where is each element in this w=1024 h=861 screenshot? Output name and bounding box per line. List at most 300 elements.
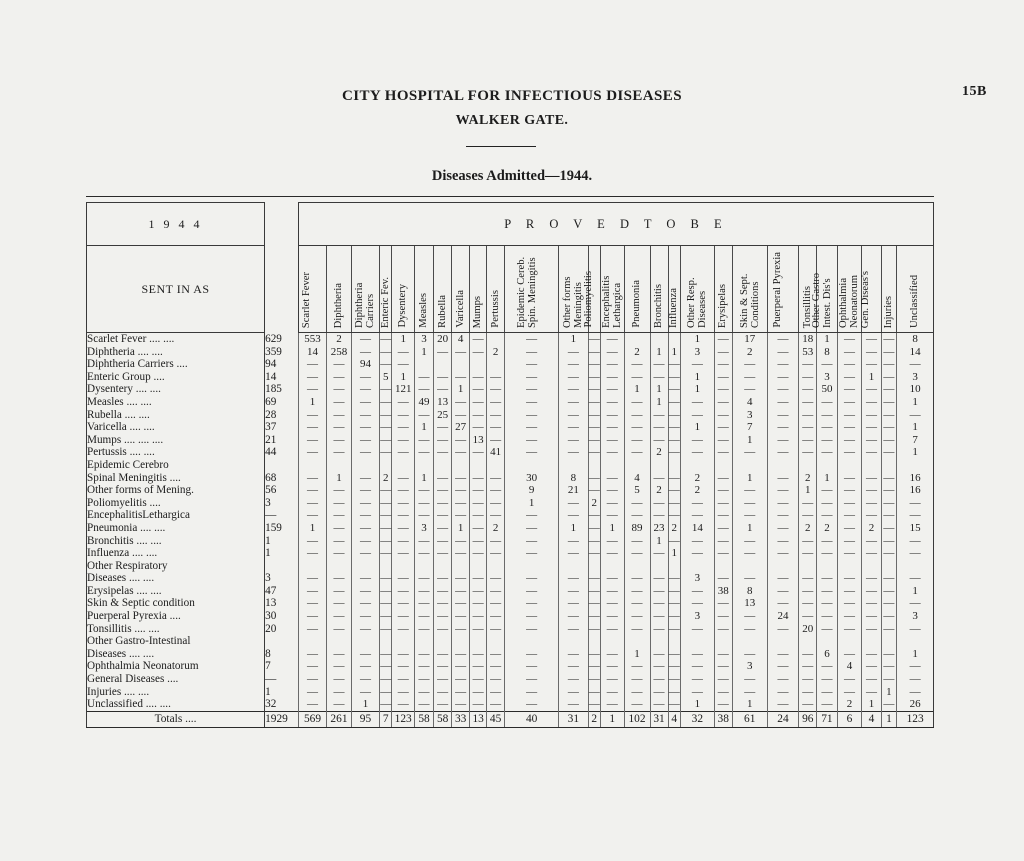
table-cell: — xyxy=(588,698,600,711)
table-cell: — xyxy=(817,686,837,699)
table-cell xyxy=(470,560,487,573)
table-cell: — xyxy=(714,547,732,560)
table-cell: — xyxy=(732,484,767,497)
table-cell: — xyxy=(434,673,452,686)
table-cell: — xyxy=(897,660,934,673)
table-cell: — xyxy=(624,698,650,711)
table-cell: — xyxy=(837,421,862,434)
column-total: 58 xyxy=(434,711,452,727)
table-cell: — xyxy=(624,371,650,384)
table-cell: — xyxy=(881,509,897,522)
diseases-admitted-table xyxy=(86,202,934,728)
column-heading xyxy=(327,246,352,333)
table-cell xyxy=(837,560,862,573)
table-cell: 8 xyxy=(732,585,767,598)
table-cell: — xyxy=(327,358,352,371)
column-heading xyxy=(680,246,714,333)
table-cell: — xyxy=(600,383,624,396)
table-cell: — xyxy=(881,446,897,459)
table-cell: — xyxy=(767,346,799,359)
table-cell: 1 xyxy=(414,421,433,434)
table-cell: — xyxy=(559,346,588,359)
table-cell: — xyxy=(414,698,433,711)
table-cell: — xyxy=(452,585,470,598)
table-cell: — xyxy=(434,484,452,497)
table-cell: — xyxy=(298,648,326,661)
table-cell: — xyxy=(327,497,352,510)
table-cell: — xyxy=(837,610,862,623)
table-cell: — xyxy=(380,597,392,610)
row-total: 28 xyxy=(265,409,299,422)
table-cell: — xyxy=(505,383,559,396)
table-cell: — xyxy=(505,358,559,371)
table-cell: — xyxy=(452,409,470,422)
row-label: General Diseases .... xyxy=(87,673,265,686)
column-heading-label: Measles xyxy=(418,293,430,328)
table-cell: — xyxy=(799,358,817,371)
table-cell xyxy=(414,635,433,648)
table-cell xyxy=(714,635,732,648)
table-cell: — xyxy=(600,446,624,459)
table-cell: — xyxy=(714,673,732,686)
table-cell xyxy=(414,358,433,371)
table-cell xyxy=(881,560,897,573)
table-cell: 13 xyxy=(732,597,767,610)
column-heading-label: Enteric Fev. xyxy=(379,276,391,328)
year-heading: 1 9 4 4 xyxy=(87,203,265,246)
row-total: 20 xyxy=(265,623,299,636)
table-cell: 1 xyxy=(680,333,714,346)
table-cell xyxy=(452,560,470,573)
table-cell: — xyxy=(588,685,600,698)
column-total: 261 xyxy=(327,711,352,727)
table-cell: 1 xyxy=(799,484,817,497)
table-cell: — xyxy=(881,421,897,434)
table-cell xyxy=(452,459,470,472)
table-cell: 1 xyxy=(650,535,668,548)
table-cell: — xyxy=(767,434,799,447)
table-cell: 3 xyxy=(680,572,714,585)
table-cell: 4 xyxy=(452,333,470,346)
table-cell xyxy=(452,358,470,371)
table-cell: 2 xyxy=(668,522,680,535)
table-cell: — xyxy=(380,572,392,585)
totals-label: Totals .... xyxy=(87,711,265,727)
table-cell: — xyxy=(767,686,799,699)
table-cell: 89 xyxy=(624,522,650,535)
table-cell: — xyxy=(881,547,897,560)
table-cell: 1 xyxy=(392,371,415,384)
table-cell: — xyxy=(505,673,559,686)
column-heading-label: Mumps xyxy=(472,295,484,328)
table-cell: — xyxy=(559,572,588,585)
table-cell: — xyxy=(298,597,326,610)
table-cell: — xyxy=(881,472,897,485)
table-cell: — xyxy=(559,535,588,548)
table-cell: — xyxy=(767,623,799,636)
table-cell: — xyxy=(380,622,392,635)
table-cell: — xyxy=(392,698,415,711)
column-heading xyxy=(487,246,505,333)
table-cell: — xyxy=(897,623,934,636)
table-cell: — xyxy=(559,434,588,447)
table-cell: — xyxy=(881,660,897,673)
table-cell: — xyxy=(588,408,600,421)
row-label: Other Gastro-Intestinal xyxy=(87,635,265,648)
table-cell: 3 xyxy=(414,333,433,346)
table-cell: — xyxy=(881,409,897,422)
table-cell: 2 xyxy=(799,522,817,535)
table-cell: — xyxy=(470,660,487,673)
table-row xyxy=(87,383,934,396)
row-total: 629 xyxy=(265,333,299,346)
table-cell: — xyxy=(392,509,415,522)
title-underline xyxy=(466,146,536,147)
row-total: — xyxy=(265,509,299,522)
table-cell: — xyxy=(434,686,452,699)
table-row xyxy=(87,635,934,648)
table-row xyxy=(87,597,934,610)
table-cell: — xyxy=(767,698,799,711)
table-cell: 1 xyxy=(351,698,379,711)
table-cell: — xyxy=(897,686,934,699)
table-cell: — xyxy=(470,509,487,522)
table-cell: — xyxy=(392,396,415,409)
column-heading-label: Diphtheria xyxy=(332,282,344,328)
table-cell: 5 xyxy=(380,371,392,384)
table-cell: — xyxy=(470,383,487,396)
table-cell: — xyxy=(392,610,415,623)
table-cell: — xyxy=(414,509,433,522)
table-cell: — xyxy=(559,446,588,459)
table-cell: — xyxy=(714,346,732,359)
table-cell: — xyxy=(881,623,897,636)
row-total: 94 xyxy=(265,358,299,371)
column-heading-label: Unclassified xyxy=(909,275,921,328)
row-total: 3 xyxy=(265,572,299,585)
table-cell: 1 xyxy=(817,333,837,346)
table-cell: — xyxy=(452,597,470,610)
table-cell: 14 xyxy=(298,346,326,359)
table-cell xyxy=(559,459,588,472)
table-cell: — xyxy=(837,585,862,598)
row-label: Other forms of Mening. xyxy=(87,484,265,497)
table-cell: — xyxy=(414,623,433,636)
table-cell: — xyxy=(714,623,732,636)
table-cell: — xyxy=(897,572,934,585)
table-cell: — xyxy=(624,358,650,371)
table-cell: — xyxy=(298,698,326,711)
row-total: 14 xyxy=(265,371,299,384)
table-cell: — xyxy=(414,383,433,396)
table-cell xyxy=(817,560,837,573)
table-cell: 94 xyxy=(351,358,379,371)
table-cell: — xyxy=(487,698,505,711)
table-cell: — xyxy=(897,673,934,686)
table-cell: — xyxy=(650,547,668,560)
table-cell: — xyxy=(298,497,326,510)
table-cell xyxy=(862,560,881,573)
table-cell: — xyxy=(452,698,470,711)
table-cell: — xyxy=(588,358,600,371)
table-cell: 2 xyxy=(380,472,392,485)
table-cell: 1 xyxy=(897,421,934,434)
table-row xyxy=(87,497,934,510)
table-cell: 1 xyxy=(897,396,934,409)
table-cell: — xyxy=(298,572,326,585)
table-cell: — xyxy=(392,497,415,510)
table-cell: — xyxy=(434,623,452,636)
row-label: Poliomyelitis .... xyxy=(87,497,265,510)
column-total: 1 xyxy=(600,711,624,727)
table-cell: — xyxy=(650,610,668,623)
row-label: Mumps .... .... .... xyxy=(87,434,265,447)
table-cell: — xyxy=(600,371,624,384)
table-cell xyxy=(624,635,650,648)
table-cell: — xyxy=(392,648,415,661)
table-cell: — xyxy=(650,585,668,598)
table-cell: — xyxy=(298,686,326,699)
table-row xyxy=(87,572,934,585)
table-cell: — xyxy=(767,358,799,371)
table-cell: — xyxy=(881,383,897,396)
table-cell: — xyxy=(799,610,817,623)
table-cell: — xyxy=(414,484,433,497)
table-cell: — xyxy=(380,383,392,396)
table-cell: — xyxy=(767,585,799,598)
column-total: 24 xyxy=(767,711,799,727)
table-cell: — xyxy=(588,534,600,547)
table-cell xyxy=(799,635,817,648)
table-cell: — xyxy=(505,421,559,434)
row-label: Tonsillitis .... .... xyxy=(87,623,265,636)
table-row xyxy=(87,396,934,409)
table-cell: — xyxy=(668,383,680,396)
table-cell: — xyxy=(452,371,470,384)
table-cell: — xyxy=(680,547,714,560)
table-cell xyxy=(505,560,559,573)
table-cell: — xyxy=(452,623,470,636)
table-cell: — xyxy=(434,698,452,711)
table-cell: 16 xyxy=(897,472,934,485)
table-cell: — xyxy=(817,698,837,711)
table-cell xyxy=(881,459,897,472)
table-cell: — xyxy=(714,409,732,422)
table-cell: — xyxy=(817,484,837,497)
column-heading-label: Tonsillitis xyxy=(801,285,813,328)
table-cell: — xyxy=(380,484,392,497)
column-heading xyxy=(624,246,650,333)
table-cell: — xyxy=(327,421,352,434)
table-cell: — xyxy=(714,434,732,447)
row-total: 32 xyxy=(265,698,299,711)
table-cell xyxy=(817,635,837,648)
table-cell: — xyxy=(327,409,352,422)
table-cell: — xyxy=(714,522,732,535)
table-cell xyxy=(351,560,379,573)
table-cell: — xyxy=(559,585,588,598)
table-cell: — xyxy=(817,434,837,447)
table-row xyxy=(87,333,934,346)
column-heading xyxy=(668,246,680,333)
table-cell: — xyxy=(600,333,624,346)
table-cell xyxy=(799,560,817,573)
table-cell: — xyxy=(327,623,352,636)
table-cell: — xyxy=(559,660,588,673)
table-cell: — xyxy=(414,371,433,384)
table-cell: — xyxy=(600,585,624,598)
column-total: 40 xyxy=(505,711,559,727)
table-cell: — xyxy=(434,660,452,673)
table-cell xyxy=(351,635,379,648)
table-cell: — xyxy=(881,610,897,623)
table-cell: — xyxy=(559,396,588,409)
table-cell: — xyxy=(559,358,588,371)
table-cell: — xyxy=(799,597,817,610)
column-total: 96 xyxy=(799,711,817,727)
table-cell: — xyxy=(650,497,668,510)
table-cell: — xyxy=(298,585,326,598)
table-cell: — xyxy=(487,497,505,510)
table-cell: — xyxy=(298,421,326,434)
table-cell xyxy=(668,560,680,573)
table-cell: — xyxy=(732,535,767,548)
table-cell: — xyxy=(668,660,680,673)
table-cell: — xyxy=(862,547,881,560)
row-label: Erysipelas .... .... xyxy=(87,585,265,598)
table-cell: — xyxy=(434,585,452,598)
table-cell: 1 xyxy=(668,547,680,560)
table-cell: — xyxy=(600,535,624,548)
table-cell: — xyxy=(714,648,732,661)
table-cell: — xyxy=(327,509,352,522)
table-cell xyxy=(680,560,714,573)
table-cell: — xyxy=(470,547,487,560)
table-cell: — xyxy=(817,585,837,598)
table-cell xyxy=(298,560,326,573)
table-cell: — xyxy=(624,434,650,447)
row-label: EncephalitisLethargica xyxy=(87,509,265,522)
table-cell xyxy=(505,635,559,648)
table-cell: — xyxy=(452,396,470,409)
table-cell: 26 xyxy=(897,698,934,711)
column-heading-label: Other forms Meningitis xyxy=(562,276,585,328)
column-heading xyxy=(414,246,433,333)
table-cell: — xyxy=(487,686,505,699)
table-cell xyxy=(624,333,650,346)
grand-total: 1929 xyxy=(265,711,299,727)
table-cell xyxy=(624,459,650,472)
table-cell: — xyxy=(452,346,470,359)
table-cell: — xyxy=(714,660,732,673)
table-row xyxy=(87,673,934,686)
table-cell: — xyxy=(767,371,799,384)
row-total: 68 xyxy=(265,472,299,485)
table-cell: — xyxy=(392,660,415,673)
table-cell: 2 xyxy=(862,522,881,535)
table-cell: 30 xyxy=(505,472,559,485)
column-heading-label: Gen. Diseas's xyxy=(860,270,872,328)
table-cell: — xyxy=(380,509,392,522)
table-cell: — xyxy=(351,346,379,359)
table-cell: — xyxy=(434,346,452,359)
table-cell: — xyxy=(588,647,600,660)
table-cell: — xyxy=(680,585,714,598)
table-cell: 553 xyxy=(298,333,326,346)
table-cell: — xyxy=(817,547,837,560)
table-cell: — xyxy=(600,346,624,359)
table-cell: — xyxy=(470,396,487,409)
table-cell: — xyxy=(380,408,392,421)
table-cell: — xyxy=(559,648,588,661)
table-cell: — xyxy=(559,673,588,686)
table-cell: — xyxy=(714,484,732,497)
table-cell: — xyxy=(680,660,714,673)
table-cell: — xyxy=(732,509,767,522)
table-cell: — xyxy=(327,396,352,409)
table-cell: — xyxy=(600,409,624,422)
table-cell xyxy=(380,560,392,573)
table-cell: — xyxy=(380,534,392,547)
table-cell: — xyxy=(600,434,624,447)
table-cell: — xyxy=(881,434,897,447)
table-cell: — xyxy=(452,497,470,510)
table-cell: 53 xyxy=(799,346,817,359)
table-cell: — xyxy=(434,648,452,661)
table-cell xyxy=(799,459,817,472)
table-cell: — xyxy=(799,660,817,673)
table-cell: — xyxy=(470,572,487,585)
table-cell: — xyxy=(650,673,668,686)
table-cell xyxy=(487,358,505,371)
table-cell: — xyxy=(351,522,379,535)
table-cell: — xyxy=(650,371,668,384)
row-total: 1 xyxy=(265,686,299,699)
table-cell xyxy=(881,635,897,648)
column-heading-label: Encephalitis Lethargica xyxy=(601,275,624,328)
table-cell: — xyxy=(624,409,650,422)
column-total: 569 xyxy=(298,711,326,727)
table-cell: 1 xyxy=(732,698,767,711)
table-cell: — xyxy=(767,333,799,346)
column-heading-label: Epidemic Cereb. Spin. Meningitis xyxy=(515,256,538,328)
table-cell: — xyxy=(680,535,714,548)
table-cell xyxy=(837,635,862,648)
table-cell: — xyxy=(392,547,415,560)
table-cell: 13 xyxy=(434,396,452,409)
table-cell xyxy=(680,459,714,472)
table-cell xyxy=(714,560,732,573)
table-cell: — xyxy=(452,686,470,699)
table-cell: — xyxy=(600,686,624,699)
table-cell: — xyxy=(414,446,433,459)
table-cell: — xyxy=(668,446,680,459)
table-cell: 1 xyxy=(624,383,650,396)
table-cell: — xyxy=(862,648,881,661)
table-cell: — xyxy=(487,597,505,610)
table-cell: — xyxy=(668,358,680,371)
table-cell: 1 xyxy=(392,333,415,346)
table-cell: — xyxy=(650,698,668,711)
column-heading-label: Influenza xyxy=(668,288,680,328)
table-cell: — xyxy=(837,623,862,636)
table-cell: — xyxy=(380,584,392,597)
table-cell: — xyxy=(862,610,881,623)
table-row xyxy=(87,472,934,485)
table-cell: — xyxy=(650,686,668,699)
table-cell: — xyxy=(668,698,680,711)
table-cell: 3 xyxy=(897,610,934,623)
